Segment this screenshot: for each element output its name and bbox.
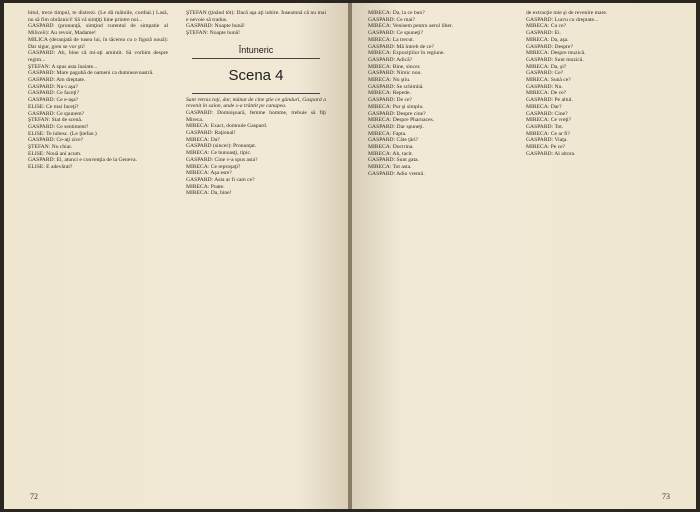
scene-title: Scena 4 [228, 66, 284, 84]
dialogue-paragraph: GASPARD: Nu. [526, 83, 563, 90]
dialogue-paragraph: GASPARD: El, atunci e convenţia de la Geneva. [28, 157, 138, 164]
dialogue-paragraph: GASPARD: Ce sentiment? [28, 123, 89, 130]
dialogue-paragraph: ŞTEFAN: A spus asta înainte... [28, 63, 98, 70]
dialogue-paragraph: GASPARD: Cine v-a spus asta? [186, 156, 258, 163]
left-page [4, 3, 348, 509]
dialogue-paragraph: ŞTEFAN: Nu chiar. [28, 144, 73, 151]
dialogue-paragraph: ŞTEFAN (ţinând tôt): Dacă aşa aţi iubire. Înseamnă că nu mai e nevoie să tradus. [186, 10, 326, 23]
left-column-1 [28, 10, 168, 480]
dialogue-paragraph: MIRECA: Bine, sincer. [368, 63, 421, 70]
dialogue-paragraph: MIRECA: Exact, domnule Gaspard. [186, 123, 268, 130]
dialogue-paragraph: MIRECA: Da, aşa. [526, 36, 569, 43]
dialogue-paragraph: GASPARD (sincer): Pronunţat. [186, 143, 257, 150]
dialogue-paragraph: MIRECA: Sună ce? [526, 77, 571, 84]
open-book [4, 3, 696, 509]
dialogue-paragraph: MIRECA: Ce bunoasţi, tipic. [186, 150, 252, 157]
dialogue-paragraph: MIRECA: Ce ar fi? [526, 130, 570, 137]
left-column-2 [186, 10, 326, 480]
dialogue-paragraph: GASPARD: Pe altul. [526, 97, 573, 104]
dialogue-paragraph: MIRECA: Poate. [186, 183, 225, 190]
dialogue-paragraph: MIRECA: Da? [186, 136, 220, 143]
dialogue-paragraph: GASPARD: Ce e-aşa? [28, 97, 79, 104]
dialogue-paragraph: MIRECA: Nu ştiu. [368, 77, 411, 84]
page-number-right: 73 [662, 492, 670, 501]
intuneric-heading: Întuneric [238, 44, 274, 55]
right-column-2 [526, 10, 666, 480]
dialogue-paragraph: GASPARD: Mă întreb de ce? [368, 43, 434, 50]
right-column-1 [368, 10, 508, 480]
dialogue-paragraph: GASPARD: Ce spunem? [28, 110, 85, 117]
dialogue-paragraph: GASPARD: Raţional! [186, 130, 236, 137]
dialogue-paragraph: ELISE: E adevărat? [28, 164, 73, 171]
rule-top [192, 58, 320, 59]
dialogue-paragraph: GASPARD: Domnişoară, femme homme, trebuie să fiţi Mireca. [186, 109, 326, 123]
dialogue-paragraph: ŞTEFAN: Stat de scenă. [28, 117, 83, 124]
dialogue-paragraph: MIRECA: La trecut. [368, 36, 415, 43]
scene-heading-block [186, 44, 326, 94]
dialogue-paragraph: MIRECA: Da, la ce bun? [368, 10, 425, 16]
dialogue-paragraph: GASPARD: Cine? [526, 110, 568, 117]
stage-direction: Sunt retras toţi, dar, mânat de cine ştie ce gânduri, Gaspard a revenit în salon, unde s-a trântit pe canapea. [186, 96, 326, 110]
rule-bottom [192, 93, 320, 94]
dialogue-paragraph: GASPARD: Sunt gata. [368, 157, 419, 164]
dialogue-paragraph: GASPARD: Ce spuneţi? [368, 30, 423, 37]
dialogue-paragraph: MIRECA: Despre Pharnaces. [368, 117, 435, 124]
dialogue-paragraph: MILICA (deranjată de tusea lui, în tăcerea cu o figură nouă): Dar sigur, greu se vor şti! [28, 36, 168, 50]
dialogue-paragraph: MIRECA: Aşa este? [186, 170, 232, 177]
dialogue-paragraph: GASPARD: Despre cine? [368, 110, 426, 117]
dialogue-paragraph: GASPARD: Ei. [526, 30, 561, 37]
dialogue-paragraph: bitul, trece timpul, te distrezi. (Le dă mâinile, cordial.) Lasă, nu să fim obrăznici! Să vă simţiţi bine printre noi... [28, 10, 168, 23]
dialogue-paragraph: ELISE: Nouă ani acum. [28, 150, 82, 157]
dialogue-paragraph: MIRECA: Doctrina. [368, 144, 414, 151]
dialogue-paragraph: GASPARD: Tot. [526, 123, 564, 130]
dialogue-paragraph: GASPARD: Ce mai? [368, 16, 416, 23]
dialogue-paragraph: GASPARD: Asta ar fi cam ce? [186, 176, 255, 183]
dialogue-paragraph: GASPARD: Noapte bună! [186, 23, 245, 30]
dialogue-paragraph: MIRECA: Ce reproşaţi? [186, 163, 241, 170]
dialogue-paragraph: MIRECA: Pur şi simplu. [368, 103, 424, 110]
dialogue-paragraph: MIRECA: Pe ce? [526, 144, 566, 151]
dialogue-paragraph: GASPARD: Despre? [526, 43, 573, 50]
dialogue-paragraph: MIRECA: Dar? [526, 103, 562, 110]
dialogue-paragraph: GASPARD: Ah, bine că mi-aţi amintit. Să vorbim despre regim... [28, 50, 168, 63]
dialogue-paragraph: MIRECA: Da, şi? [526, 63, 567, 70]
dialogue-paragraph: GASPARD: Lucru cu dreptate... [526, 16, 599, 23]
right-page [352, 3, 696, 509]
dialogue-paragraph: MIRECA: Ce vreţi? [526, 117, 572, 124]
dialogue-paragraph: GASPARD: Ce? [526, 70, 564, 77]
dialogue-paragraph: ELISE: Te iubesc. (Le Ştefan.) [28, 130, 97, 137]
dialogue-paragraph: MIRECA: Repede. [368, 90, 411, 97]
dialogue-paragraph: GASPARD: Dar spuneţi. [368, 123, 424, 130]
dialogue-paragraph: GASPARD: Mare pagubă de oameni ca dumneavoastră. [28, 70, 154, 77]
dialogue-paragraph: MIRECA: Despre muzică. [526, 50, 586, 57]
dialogue-paragraph: MIRECA: Expoziţiilor în regiune. [368, 50, 445, 57]
dialogue-paragraph: GASPARD: Ce-aţi zice? [28, 137, 84, 144]
page-number-left: 72 [30, 492, 38, 501]
dialogue-paragraph: GASPARD: Adio vremii. [368, 170, 425, 177]
dialogue-paragraph: MIRECA: De ce? [526, 90, 567, 97]
dialogue-paragraph: GASPARD: Am dreptate. [28, 77, 86, 84]
dialogue-paragraph: MIRECA: Da, bine! [186, 190, 232, 197]
dialogue-paragraph: MIRECA: Venisem pentru aerul liber. [368, 23, 453, 30]
dialogue-paragraph: GASPARD: Al altora. [526, 150, 576, 157]
dialogue-paragraph: GASPARD (pronunţă, simţind curentul de simpatie al Miliceii): Au revoir, Madame! [28, 23, 168, 37]
dialogue-paragraph: GASPARD: Adică? [368, 56, 413, 63]
dialogue-paragraph: MIRECA: Tot asta. [368, 164, 412, 171]
dialogue-paragraph: GASPARD: Câte ţări? [368, 137, 419, 144]
dialogue-paragraph: GASPARD: Ce faceţi? [28, 90, 80, 97]
dialogue-paragraph: ŞTEFAN: Noapte bună! [186, 30, 240, 37]
dialogue-paragraph: MIRECA: Fapta. [368, 130, 407, 137]
dialogue-paragraph: GASPARD: Nu-i aşa? [28, 83, 78, 90]
dialogue-paragraph: GASPARD: Viaţa. [526, 137, 568, 144]
dialogue-paragraph: GASPARD: Se schimbă. [368, 83, 424, 90]
dialogue-paragraph: MIRECA: Ah, tacit. [368, 150, 414, 157]
dialogue-paragraph: ELISE: Ce mai faceţi? [28, 103, 79, 110]
dialogue-paragraph: GASPARD: De ce? [368, 97, 412, 104]
dialogue-paragraph: MIRECA: Cu ce? [526, 23, 567, 30]
dialogue-paragraph: GASPARD: Sunt muzică. [526, 56, 584, 63]
dialogue-paragraph: de extracţie mie şi de revenire mare. [526, 10, 608, 16]
dialogue-paragraph: GASPARD: Nimic nou. [368, 70, 422, 77]
